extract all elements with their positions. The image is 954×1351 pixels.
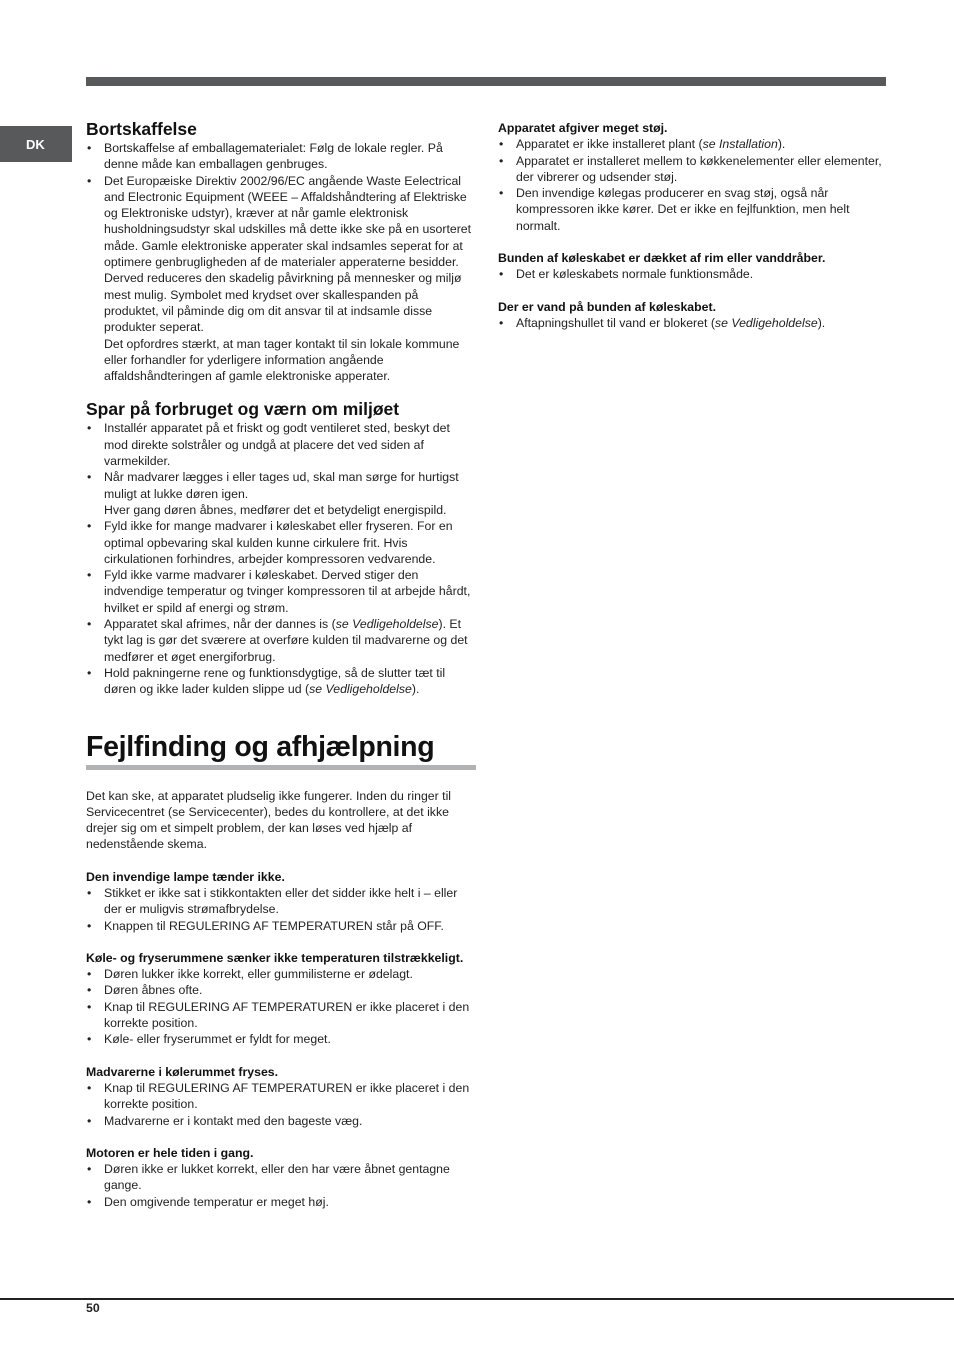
list-item: • Døren åbnes ofte. (86, 982, 476, 998)
text: Apparatet er ikke installeret plant ( (516, 137, 703, 152)
chapter-title-fejlfinding: Fejlfinding og afhjælpning (86, 730, 476, 770)
spar-list (86, 420, 476, 697)
list-item: • Installér apparatet på et friskt og godt ventileret sted, beskyt det mod direkte solstråler og undgå at placere det ved siden af varmekilder. (86, 420, 476, 469)
list-item: • Apparatet er installeret mellem to køkkenelementer eller elementer, der vibrerer og udsender støj. (498, 153, 890, 186)
list-item: • Den omgivende temperatur er meget høj. (86, 1194, 476, 1210)
cross-reference: se Vedligeholdelse (714, 315, 818, 330)
list-item: • Madvarerne er i kontakt med den bageste væg. (86, 1113, 476, 1129)
footer-rule (0, 1298, 954, 1300)
list-item: • Det er køleskabets normale funktionsmåde. (498, 266, 890, 282)
list-item: • Bortskaffelse af emballagematerialet: Følg de lokale regler. På denne måde kan emballagen genbruges. (86, 140, 476, 173)
problem-list (86, 1080, 476, 1129)
right-column (498, 120, 890, 331)
header-bar (86, 77, 886, 86)
list-item-continuation: Hver gang døren åbnes, medfører det et betydeligt energispild. (104, 502, 447, 517)
list-item-text: Når madvarer lægges i eller tages ud, skal man sørge for hurtigst muligt at lukke døren igen. (104, 470, 459, 501)
section-title-spar: Spar på forbruget og værn om miljøet (86, 399, 400, 420)
list-item-continuation: Det opfordres stærkt, at man tager kontakt til sin lokale kommune eller forhandler for yderligere information angående affaldshåndteringen af gamle elektroniske apperater. (104, 336, 460, 384)
text: ). (411, 682, 420, 697)
list-item: • Fyld ikke for mange madvarer i køleskabet eller fryseren. For en optimal opbevaring skal kulden kunne cirkulere frit. Hvis cirkulationen forhindres, arbejder kompressoren vedvarende. (86, 518, 476, 567)
list-item-text: Det Europæiske Direktiv 2002/96/EC angående Waste Eelectrical and Electronic Equipment (WEEE – Affaldshåndtering af Elektriske og Elektroniske udstyr), kræver at når gamle elektronisk husholdningsudstyr skal udskilles må dette ikke ske på en usorteret måde. Gamle elektroniske apperater skal indsamles seperat for at optimere genbrugligheden af de materialer apperaterne besidder. Derved reduceres den skadelig påvirkning på mennesker og miljø mest mulig. Symbolet med krydset over skallespanden på produktet, vil påminde dig om dit ansvar til at indsamle disse produkter seperat. (104, 173, 472, 335)
problem-list (498, 315, 890, 331)
problem-heading: Bunden af køleskabet er dækket af rim eller vanddråber. (498, 251, 826, 266)
list-item (86, 665, 476, 698)
problem-list (86, 885, 476, 934)
text: ). (817, 315, 826, 330)
list-item (498, 315, 890, 331)
list-item (86, 173, 476, 385)
text: Aftapningshullet til vand er blokeret ( (516, 315, 715, 330)
list-item: • Køle- eller fryserummet er fyldt for meget. (86, 1031, 476, 1047)
problem-list (86, 1161, 476, 1210)
text: ). (777, 137, 786, 152)
text: ). Et tykt lag is gør det sværere at overføre kulden til madvarerne og det medfører et øget energiforbrug. (104, 617, 468, 664)
cross-reference: se Vedligeholdelse (335, 617, 439, 632)
list-item: • Stikket er ikke sat i stikkontakten eller det sidder ikke helt i – eller der er muligvis strømafbrydelse. (86, 885, 476, 918)
problem-list (498, 136, 890, 234)
problem-heading: Apparatet afgiver meget støj. (498, 121, 668, 135)
list-item: • Knappen til REGULERING AF TEMPERATUREN står på OFF. (86, 918, 476, 934)
left-column (86, 118, 476, 1210)
list-item (498, 136, 890, 152)
problem-heading: Køle- og fryserummene sænker ikke temperaturen tilstrækkeligt. (86, 950, 464, 965)
list-item: • Knap til REGULERING AF TEMPERATUREN er ikke placeret i den korrekte position. (86, 1080, 476, 1113)
list-item (86, 469, 476, 518)
intro-paragraph: Det kan ske, at apparatet pludselig ikke fungerer. Inden du ringer til Servicecentret (se Servicecenter), bedes du kontrollere, at det ikke drejer sig om et simpelt problem, der kan løses ved hjælp af nedenstående skema. (86, 788, 452, 852)
text: Apparatet skal afrimes, når der dannes is ( (104, 617, 336, 632)
list-item (86, 616, 476, 665)
language-tab: DK (0, 126, 72, 162)
list-item: • Døren ikke er lukket korrekt, eller den har være åbnet gentagne gange. (86, 1161, 476, 1194)
section-title-bortskaffelse: Bortskaffelse (86, 119, 197, 139)
list-item: • Døren lukker ikke korrekt, eller gummilisterne er ødelagt. (86, 966, 476, 982)
cross-reference: se Vedligeholdelse (309, 682, 412, 697)
problem-list (498, 266, 890, 282)
list-item: • Knap til REGULERING AF TEMPERATUREN er ikke placeret i den korrekte position. (86, 999, 476, 1032)
problem-heading: Den invendige lampe tænder ikke. (86, 869, 285, 884)
list-item: • Fyld ikke varme madvarer i køleskabet. Derved stiger den indvendige temperatur og tvinger kompressoren til at arbejde hårdt, hvilket er spild af energi og strøm. (86, 567, 476, 616)
bortskaffelse-list (86, 140, 476, 384)
problem-list (86, 966, 476, 1047)
list-item: • Den invendige kølegas producerer en svag støj, også når kompressoren ikke kører. Det er ikke en fejlfunktion, men helt normalt. (498, 185, 890, 234)
problem-heading: Madvarerne i kølerummet fryses. (86, 1064, 279, 1079)
page-number: 50 (86, 1301, 100, 1315)
problem-heading: Der er vand på bunden af køleskabet. (498, 299, 716, 314)
cross-reference: se Installation (702, 137, 778, 152)
text: Hold pakningerne rene og funktionsdygtige, så de slutter tæt til døren og ikke lader kulden slippe ud ( (104, 665, 446, 697)
problem-heading: Motoren er hele tiden i gang. (86, 1145, 254, 1160)
